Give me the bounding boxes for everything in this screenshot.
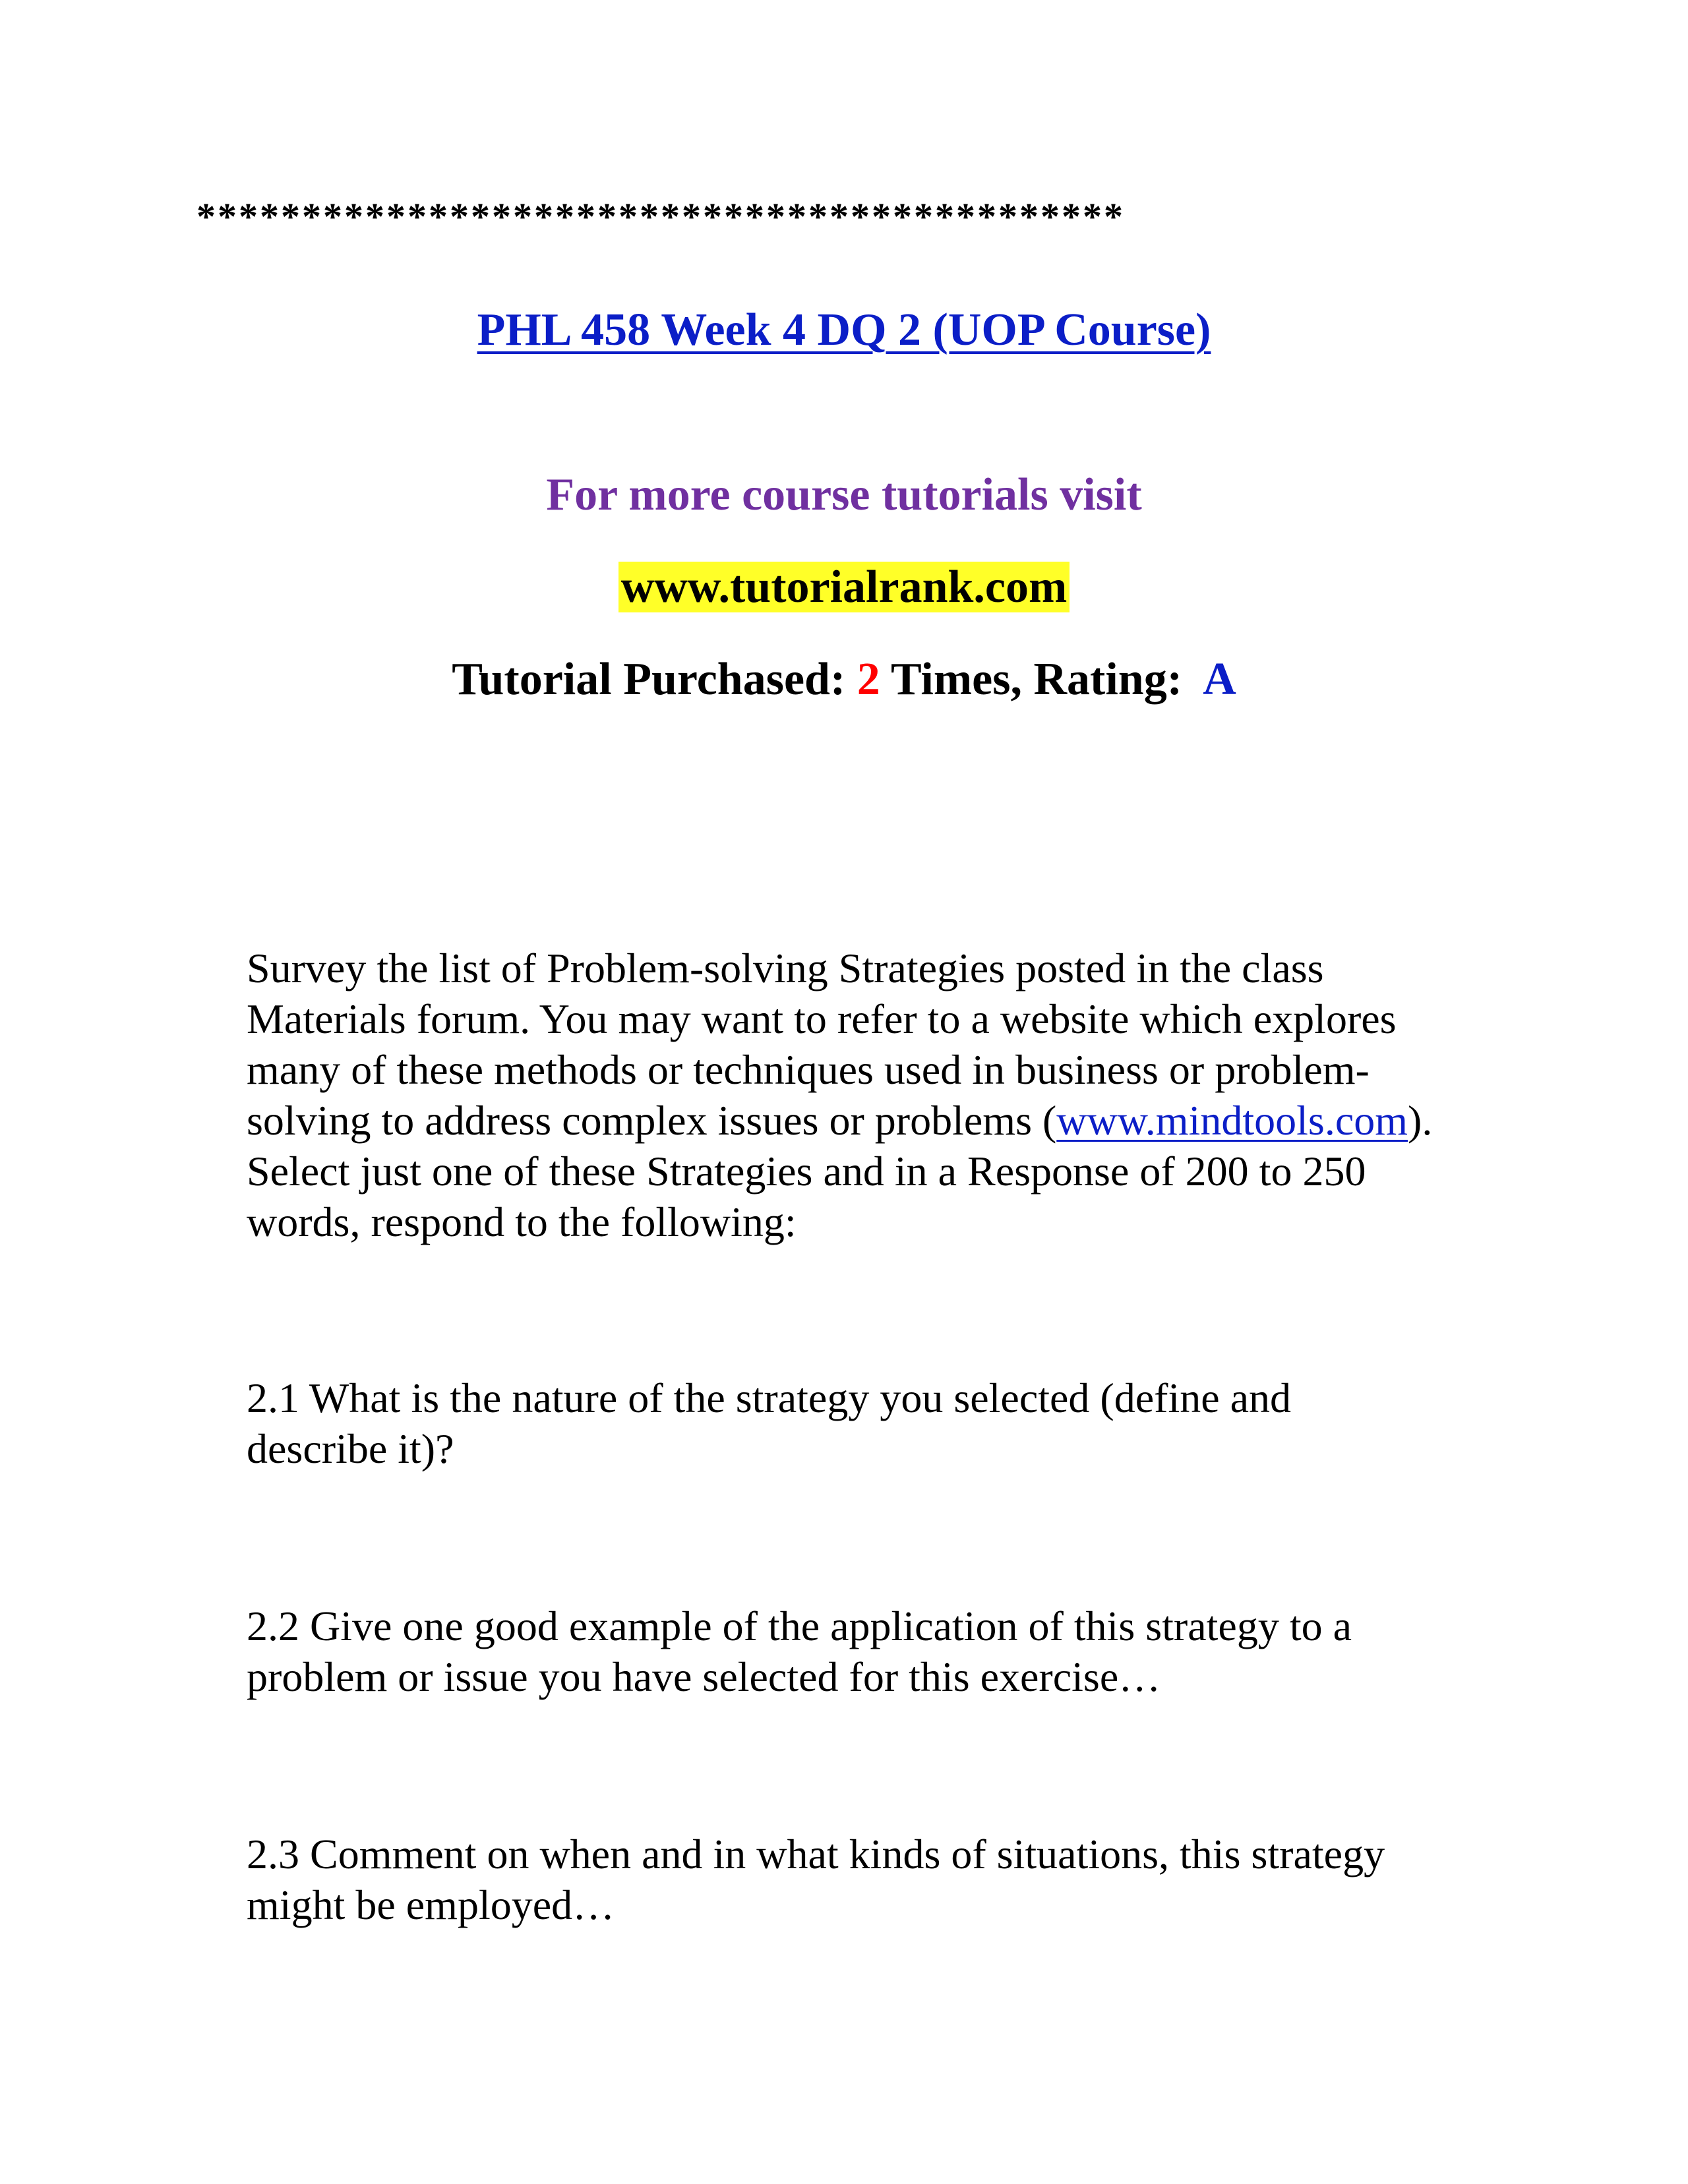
paragraph-line: many of these methods or techniques used in business or problem- <box>247 1046 1370 1093</box>
page-title <box>0 301 1688 360</box>
purchase-count: 2 <box>857 654 880 705</box>
paragraph-line: words, respond to the following: <box>247 1198 797 1245</box>
question-line: 2.1 What is the nature of the strategy you selected (define and <box>247 1374 1292 1421</box>
paragraph-line-text: ). <box>1408 1097 1433 1144</box>
question-2-2 <box>247 1601 1565 1702</box>
purchase-info <box>0 650 1688 709</box>
separator-stars: ******************************************** <box>196 195 1125 238</box>
question-2-1 <box>247 1372 1565 1474</box>
question-2-3 <box>247 1829 1565 1930</box>
paragraph-line: Survey the list of Problem-solving Strategies posted in the class <box>247 945 1324 991</box>
question-line: 2.2 Give one good example of the application of this strategy to a <box>247 1603 1352 1649</box>
title-link[interactable]: PHL 458 Week 4 DQ 2 (UOP Course) <box>477 305 1211 355</box>
mindtools-link[interactable]: www.mindtools.com <box>1056 1097 1408 1144</box>
instructions-paragraph <box>247 943 1565 1247</box>
website-line <box>0 558 1688 617</box>
more-tutorials-text: For more course tutorials visit <box>546 469 1142 520</box>
purchase-middle: Times, Rating: <box>880 654 1203 705</box>
website-highlight[interactable]: www.tutorialrank.com <box>618 562 1070 612</box>
paragraph-line-text: solving to address complex issues or problems ( <box>247 1097 1057 1144</box>
question-line: describe it)? <box>247 1425 454 1472</box>
rating-value: A <box>1203 654 1236 705</box>
paragraph-line: Select just one of these Strategies and in a Response of 200 to 250 <box>247 1148 1366 1195</box>
question-line: might be employed… <box>247 1881 615 1928</box>
paragraph-line: Materials forum. You may want to refer to a website which explores <box>247 995 1397 1042</box>
question-line: 2.3 Comment on when and in what kinds of situations, this strategy <box>247 1831 1385 1877</box>
question-line: problem or issue you have selected for this exercise… <box>247 1653 1161 1700</box>
purchase-prefix: Tutorial Purchased: <box>452 654 857 705</box>
paragraph-line <box>247 1095 1565 1146</box>
